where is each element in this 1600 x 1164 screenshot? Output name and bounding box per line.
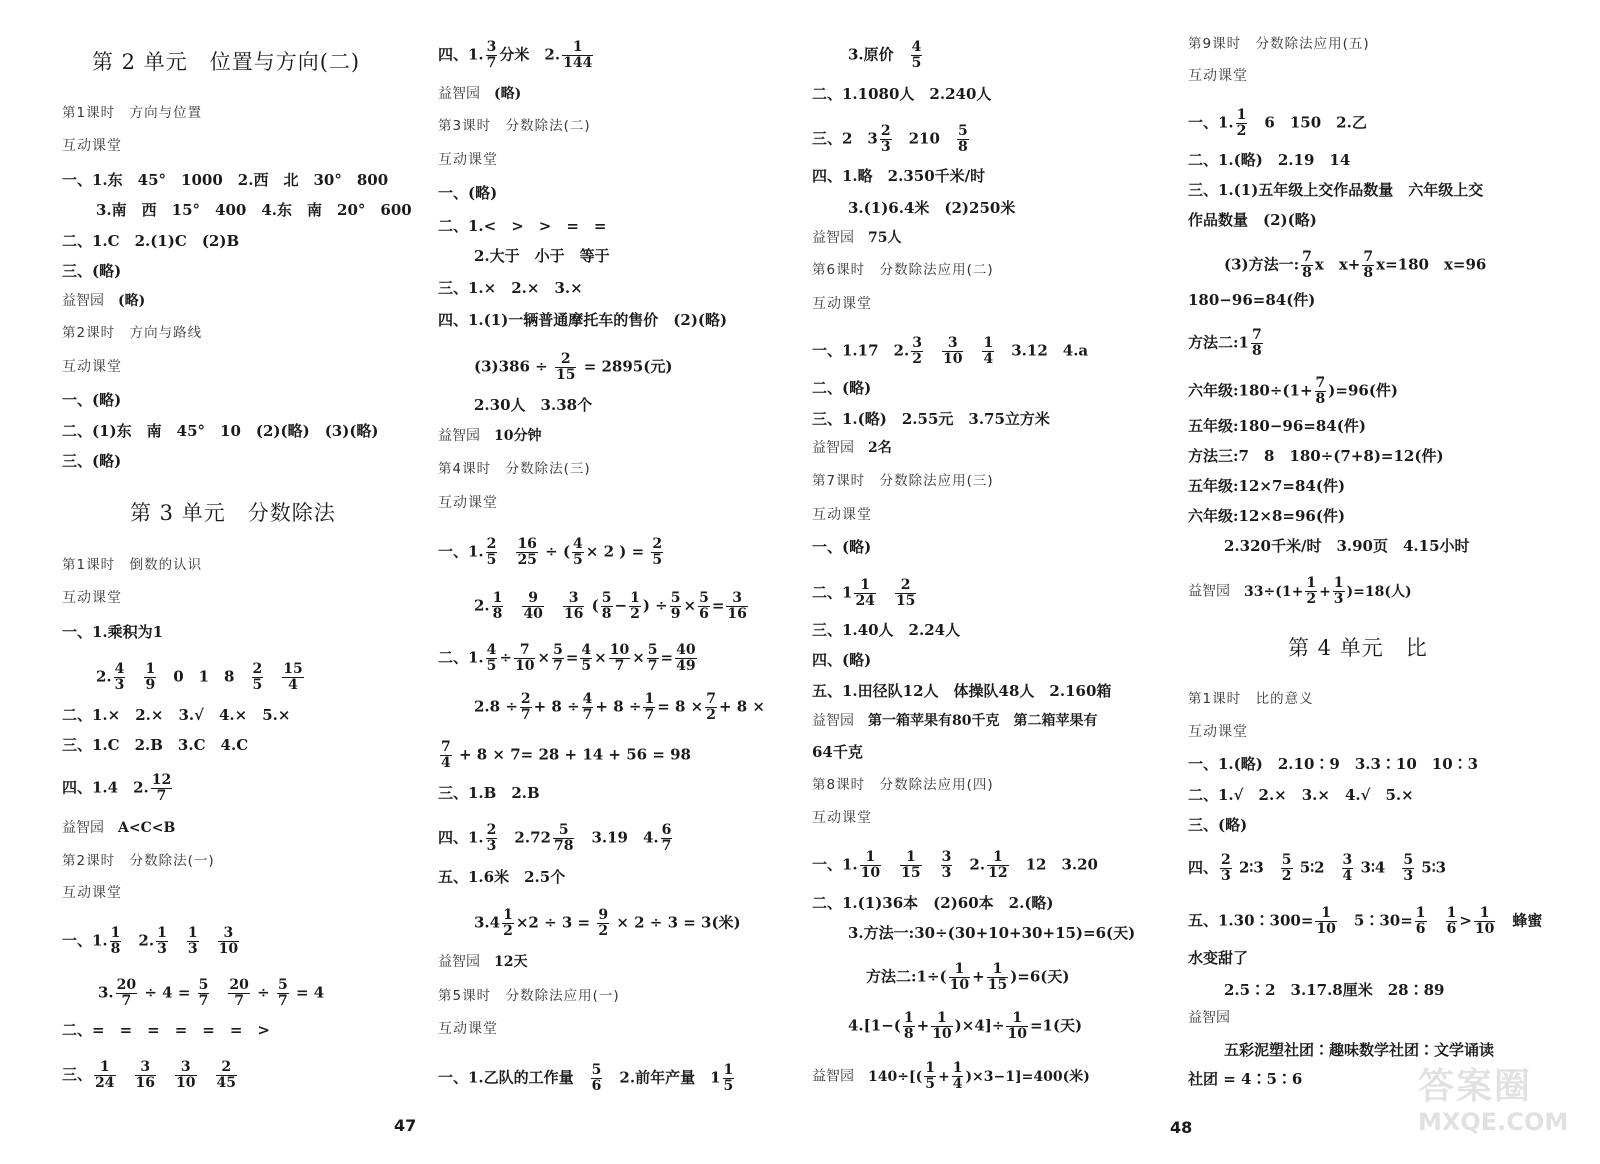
answer-line: 一、1. $\frac{2}{5}$ $\frac{16}{25}$ ÷ ( $\frac{4}{5}$ × 2 ) = $\frac{2}{5}$ — [438, 536, 663, 568]
brain-garden-answer: (略) — [118, 293, 146, 309]
answer-line: 2. $\frac{4}{3}$ $\frac{1}{9}$ 0 1 8 $\frac{2}{5}$ $\frac{15}{4}$ — [96, 661, 303, 693]
answer-line: 3. $\frac{20}{7}$ ÷ 4 = $\frac{5}{7}$ $\frac{20}{7}$ ÷ $\frac{5}{7}$ = 4 — [98, 977, 325, 1009]
unit-2-title: 第 2 单元 位置与方向(二) — [92, 50, 361, 74]
answer-line: 五、1.6米 2.5个 — [438, 868, 566, 886]
lesson-title: 第1课时 倒数的认识 — [62, 557, 203, 573]
section-heading: 互动课堂 — [1188, 68, 1248, 84]
answer-line: 二、1 $\frac{1}{24}$ $\frac{2}{15}$ — [812, 577, 916, 609]
answer-line: 二、= = = = = = > — [62, 1021, 270, 1039]
answer-line: (3)方法一: $\frac{7}{8}$ x x+ $\frac{7}{8}$ x=180 x=96 — [1224, 249, 1487, 281]
answer-line: 二、1.× 2.× 3.√ 4.× 5.× — [62, 706, 291, 724]
answer-line: 一、1. $\frac{1}{10}$ $\frac{1}{15}$ $\frac{3}{3}$ 2. $\frac{1}{12}$ 12 3.20 — [812, 849, 1098, 881]
section-heading: 互动课堂 — [812, 507, 872, 523]
answer-line: 2.30人 3.38个 — [474, 396, 593, 414]
answer-line: 二、1.(1)36本 (2)60本 2.(略) — [812, 894, 1054, 912]
lesson-title: 第7课时 分数除法应用(三) — [812, 473, 994, 489]
unit-4-title: 第 4 单元 比 — [1288, 636, 1428, 660]
lesson-title: 第4课时 分数除法(三) — [438, 461, 591, 477]
answer-line: 一、1.东 45° 1000 2.西 北 30° 800 — [62, 171, 389, 189]
answer-line: 3.南 西 15° 400 4.东 南 20° 600 — [96, 201, 412, 219]
answer-line: 三、(略) — [62, 262, 122, 280]
answer-line: 四、1.略 2.350千米/时 — [812, 167, 986, 185]
brain-garden-answer: A<C<B — [118, 820, 176, 836]
section-heading: 互动课堂 — [812, 296, 872, 312]
answer-line: 五彩泥塑社团∶趣味数学社团∶文学诵读 — [1224, 1041, 1495, 1059]
answer-line: 四、1.4 2. $\frac{12}{7}$ — [62, 772, 172, 804]
brain-garden-label: 益智园 — [812, 440, 854, 456]
brain-garden-line — [812, 438, 892, 458]
answer-line: 方法三:7 8 180÷(7+8)=12(件) — [1188, 447, 1444, 465]
brain-garden-line — [438, 426, 541, 446]
watermark-text: 答案圈 — [1418, 1066, 1533, 1107]
answer-line: 二、1.(略) 2.19 14 — [1188, 151, 1351, 169]
brain-garden-label: 益智园 — [812, 1068, 854, 1085]
brain-garden-label: 益智园 — [1188, 583, 1230, 600]
answer-line: 四、 $\frac{2}{3}$ 2∶3 $\frac{5}{2}$ 5∶2 $\frac{3}{4}$ 3∶4 $\frac{5}{3}$ 5∶3 — [1188, 852, 1447, 884]
answer-line: 4.[1−( $\frac{1}{8}$ + $\frac{1}{10}$ )×4]÷ $\frac{1}{10}$ =1(天) — [848, 1010, 1083, 1042]
answer-line: 二、1.√ 2.× 3.× 4.√ 5.× — [1188, 786, 1414, 804]
answer-line: 一、(略) — [438, 184, 498, 202]
answer-line: (3)386 ÷ $\frac{2}{15}$ = 2895(元) — [474, 351, 673, 383]
answer-line: $\frac{7}{4}$ + 8 × 7= 28 + 14 + 56 = 98 — [441, 739, 691, 771]
brain-garden-label: 益智园 — [438, 428, 480, 444]
answer-line: 三、1.× 2.× 3.× — [438, 279, 583, 297]
answer-line: 水变甜了 — [1188, 949, 1249, 967]
answer-line: 五年级:12×7=84(件) — [1188, 477, 1346, 495]
brain-garden-answer: 140÷[( $\frac{1}{5}$ + $\frac{1}{4}$ )×3−1]=400(米) — [868, 1060, 1090, 1092]
brain-garden-label: 益智园 — [62, 820, 104, 836]
answer-line: 180−96=84(件) — [1188, 291, 1316, 309]
answer-line: 二、1.C 2.(1)C (2)B — [62, 232, 240, 250]
brain-garden-line — [438, 84, 521, 104]
lesson-title: 第1课时 比的意义 — [1188, 691, 1314, 707]
answer-line: 2.大于 小于 等于 — [474, 247, 610, 265]
answer-line: 2.5∶2 3.17.8厘米 28∶89 — [1224, 981, 1445, 999]
brain-garden-answer: (略) — [494, 86, 522, 102]
lesson-title: 第6课时 分数除法应用(二) — [812, 262, 994, 278]
answer-line: 五、1.30∶300= $\frac{1}{10}$ 5∶30= $\frac{1}{6}$ $\frac{1}{6}$ > $\frac{1}{10}$ 蜂蜜 — [1188, 905, 1543, 937]
answer-line: 一、(略) — [62, 391, 122, 409]
answer-line: 四、1.(1)一辆普通摩托车的售价 (2)(略) — [438, 311, 728, 329]
answer-line: 2. $\frac{1}{8}$ $\frac{9}{40}$ $\frac{3}{16}$ ( $\frac{5}{8}$ − $\frac{1}{2}$ ) ÷ $\frac{5}{9}$ × $\frac{5}{6}$ = $\frac{3}{16}$ — [474, 590, 747, 622]
answer-line: 二、(1)东 南 45° 10 (2)(略) (3)(略) — [62, 422, 379, 440]
brain-garden-answer: 2名 — [868, 440, 892, 456]
brain-garden-label: 益智园 — [438, 954, 480, 970]
lesson-title: 第2课时 方向与路线 — [62, 325, 203, 341]
answer-line: 一、(略) — [812, 538, 872, 556]
answer-line: 方法二:1÷( $\frac{1}{10}$ + $\frac{1}{15}$ )=6(天) — [866, 961, 1070, 993]
answer-line: 四、1. $\frac{2}{3}$ 2.72 $\frac{5}{78}$ 3.19 4. $\frac{6}{7}$ — [438, 822, 672, 854]
brain-garden-label: 益智园 — [812, 713, 854, 729]
brain-garden-line — [62, 291, 145, 311]
brain-garden-line — [812, 1061, 1090, 1092]
answer-line: 一、1.乙队的工作量 $\frac{5}{6}$ 2.前年产量 1 $\frac{1}{5}$ — [438, 1062, 734, 1094]
page-number-left: 47 — [394, 1116, 417, 1135]
brain-garden-answer: 第一箱苹果有80千克 第二箱苹果有 — [868, 713, 1098, 729]
answer-line: 2.8 ÷ $\frac{2}{7}$ + 8 ÷ $\frac{4}{7}$ + 8 ÷ $\frac{1}{7}$ = 8 × $\frac{7}{2}$ + 8 × — [474, 691, 766, 723]
brain-garden-label: 益智园 — [812, 230, 854, 246]
section-heading: 互动课堂 — [438, 1021, 498, 1037]
answer-line: 作品数量 (2)(略) — [1188, 211, 1317, 229]
answer-line: 三、1.C 2.B 3.C 4.C — [62, 736, 249, 754]
watermark-url: MXQE.COM — [1418, 1108, 1569, 1136]
answer-line: 二、1.< > > = = — [438, 217, 607, 235]
brain-garden-answer: 33÷(1+ $\frac{1}{2}$ + $\frac{1}{3}$ )=18(人) — [1244, 575, 1412, 607]
answer-line: 五、1.田径队12人 体操队48人 2.160箱 — [812, 682, 1112, 700]
unit-3-title: 第 3 单元 分数除法 — [130, 501, 336, 525]
answer-line: 一、1.17 2. $\frac{3}{2}$ $\frac{3}{10}$ $\frac{1}{4}$ 3.12 4.a — [812, 335, 1089, 367]
section-heading: 互动课堂 — [62, 359, 122, 375]
answer-line: 二、1. $\frac{4}{5}$ ÷ $\frac{7}{10}$ × $\frac{5}{7}$ = $\frac{4}{5}$ × $\frac{10}{7}$ × $\frac{5}{7}$ = $\frac{40}{49}$ — [438, 642, 696, 674]
answer-line: 五年级:180−96=84(件) — [1188, 417, 1366, 435]
lesson-title: 第5课时 分数除法应用(一) — [438, 988, 620, 1004]
lesson-title: 第2课时 分数除法(一) — [62, 853, 215, 869]
brain-garden-line — [1188, 576, 1412, 607]
answer-line: 三、(略) — [62, 452, 122, 470]
answer-line: 64千克 — [812, 743, 863, 761]
answer-line: 社团 = 4∶5∶6 — [1188, 1070, 1303, 1088]
lesson-title: 第8课时 分数除法应用(四) — [812, 777, 994, 793]
section-heading: 互动课堂 — [62, 590, 122, 606]
answer-line: 3.(1)6.4米 (2)250米 — [848, 199, 1016, 217]
answer-line: 3.原价 $\frac{4}{5}$ — [848, 39, 922, 71]
brain-garden-answer: 12天 — [494, 954, 528, 970]
answer-line: 二、1.1080人 2.240人 — [812, 85, 992, 103]
brain-garden-label: 益智园 — [438, 86, 480, 102]
answer-line: 3.4 $\frac{1}{2}$ ×2 ÷ 3 = $\frac{9}{2}$ × 2 ÷ 3 = 3(米) — [474, 907, 741, 939]
section-heading: 互动课堂 — [438, 495, 498, 511]
section-heading: 互动课堂 — [1188, 724, 1248, 740]
brain-garden-line — [812, 711, 1097, 731]
page-number-right: 48 — [1170, 1118, 1193, 1137]
answer-line: 四、(略) — [812, 651, 872, 669]
answer-line: 一、1.(略) 2.10∶9 3.3∶10 10∶3 — [1188, 755, 1479, 773]
answer-line: 三、1.B 2.B — [438, 784, 540, 802]
lesson-title: 第3课时 分数除法(二) — [438, 118, 591, 134]
answer-line: 六年级:12×8=96(件) — [1188, 507, 1346, 525]
answer-line: 一、1.乘积为1 — [62, 623, 164, 641]
brain-garden-line: 益智园 — [1188, 1010, 1230, 1026]
brain-garden-answer: 75人 — [868, 230, 902, 246]
watermark-logo — [1418, 1058, 1578, 1148]
answer-line: 方法二:1 $\frac{7}{8}$ — [1188, 327, 1262, 359]
answer-line: 一、1. $\frac{1}{2}$ 6 150 2.乙 — [1188, 107, 1367, 139]
answer-line: 三、2 3 $\frac{2}{3}$ 210 $\frac{5}{8}$ — [812, 123, 968, 155]
answer-line: 2.320千米/时 3.90页 4.15小时 — [1224, 537, 1470, 555]
answer-line: 一、1. $\frac{1}{8}$ 2. $\frac{1}{3}$ $\frac{1}{3}$ $\frac{3}{10}$ — [62, 925, 239, 957]
answer-line: 四、1. $\frac{3}{7}$ 分米 2. $\frac{1}{144}$ — [438, 39, 593, 71]
answer-line: 三、(略) — [1188, 816, 1248, 834]
answer-line: 二、(略) — [812, 379, 872, 397]
section-heading: 互动课堂 — [62, 138, 122, 154]
answer-line: 3.方法一:30÷(30+10+30+15)=6(天) — [848, 924, 1136, 942]
answer-line: 三、1.40人 2.24人 — [812, 621, 961, 639]
answer-line: 三、1.(1)五年级上交作品数量 六年级上交 — [1188, 181, 1484, 199]
section-heading: 互动课堂 — [438, 152, 498, 168]
brain-garden-line — [62, 818, 175, 838]
answer-line: 六年级:180÷(1+ $\frac{7}{8}$ )=96(件) — [1188, 375, 1399, 407]
brain-garden-label: 益智园 — [62, 293, 104, 309]
brain-garden-line — [812, 228, 901, 248]
answer-line: 三、1.(略) 2.55元 3.75立方米 — [812, 410, 1050, 428]
lesson-title: 第9课时 分数除法应用(五) — [1188, 36, 1370, 52]
answer-line: 三、 $\frac{1}{24}$ $\frac{3}{16}$ $\frac{3}{10}$ $\frac{2}{45}$ — [62, 1059, 236, 1091]
lesson-title: 第1课时 方向与位置 — [62, 105, 203, 121]
section-heading: 互动课堂 — [62, 885, 122, 901]
brain-garden-answer: 10分钟 — [494, 428, 542, 444]
brain-garden-line — [438, 952, 527, 972]
section-heading: 互动课堂 — [812, 810, 872, 826]
